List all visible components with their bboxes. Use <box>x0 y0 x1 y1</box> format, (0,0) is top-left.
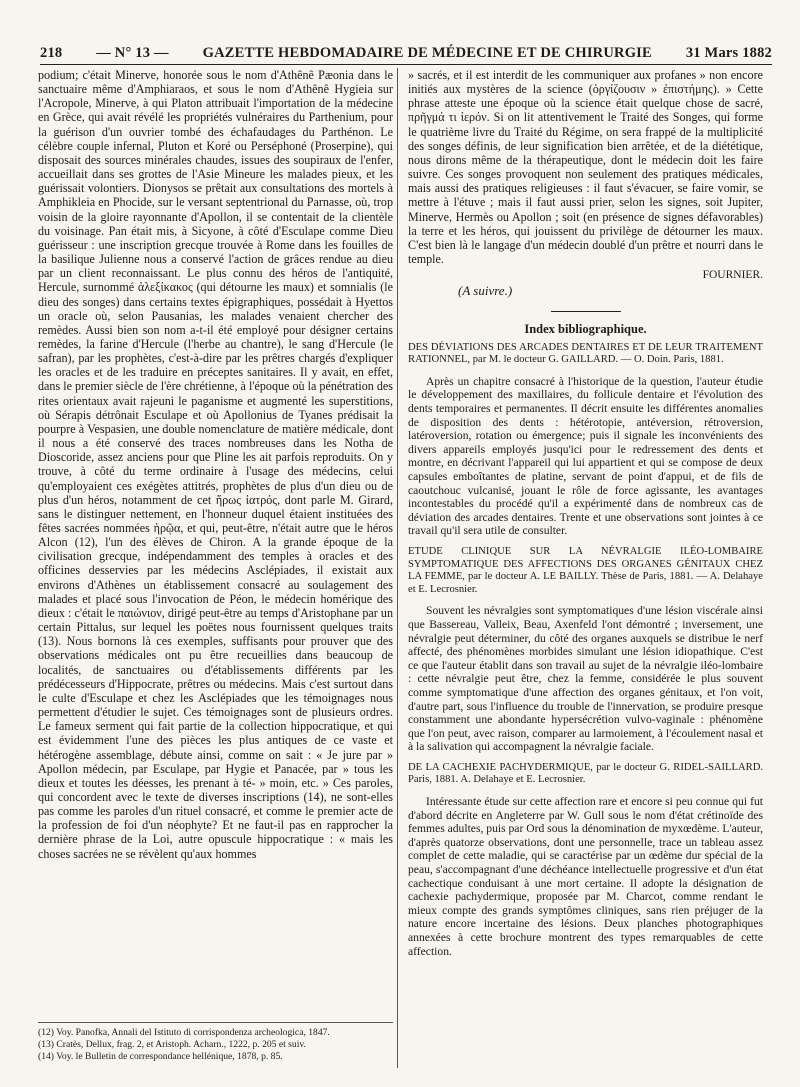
column-divider <box>397 68 398 1068</box>
journal-title: GAZETTE HEBDOMADAIRE DE MÉDECINE ET DE CHIRURGIE <box>202 45 652 61</box>
page-header <box>40 40 772 65</box>
footnotes <box>38 1022 393 1064</box>
bibliography-entry-heading: DES DÉVIATIONS DES ARCADES DENTAIRES ET DE LEUR TRAITEMENT RATIONNEL, par M. le docteur G. GAILLARD. — O. Doin. Paris, 1881. <box>408 341 763 366</box>
footnote: (13) Cratès, Dellux, frag. 2, et Aristoph. Acharn., 1222, p. 205 et suiv. <box>38 1039 306 1051</box>
left-column <box>38 68 393 1020</box>
bibliography-entry-heading: DE LA CACHEXIE PACHYDERMIQUE, par le docteur G. RIDEL-SAILLARD. Paris, 1881. A. Delahaye et E. Lecrosnier. <box>408 761 763 786</box>
footnote: (14) Voy. le Bulletin de correspondance hellénique, 1878, p. 85. <box>38 1051 283 1063</box>
issue-number: — N° 13 — <box>96 45 169 61</box>
bibliography-entry-heading: ETUDE CLINIQUE SUR LA NÉVRALGIE ILÉO-LOMBAIRE SYMPTOMATIQUE DES AFFECTIONS DES ORGANES GÉNITAUX CHEZ LA FEMME, par le docteur A. LE BAILLY. Thèse de Paris, 1881. — A. Delahaye et E. Lecrosnier. <box>408 545 763 595</box>
article-continuation: » sacrés, et il est interdit de les communiquer aux profanes » non encore initiés aux mystères de la science (ὀργίζουσιν » ἐπιστήμης). » Cette phrase atteste une époque où la science était quelque chose de sacré, πρῆγμά τι ἱερόν. Si on lit attentivement le Traité des Songes, qui forme le quatrième livre du Traité du Régime, on sera frappé de la multiplicité des songes définis, de leur signification bien arrêtée, et de la diététique, nous dirons même de la thérapeutique, dont le médecin doit les faire suivre. Ces songes provoquent non seulement des pratiques médicales, mais aussi des pratiques religieuses : il faut s'évacuer, se faire vomir, se mettre à l'étuve ; mais il faut aussi prier, selon les signes, soit Jupiter, Minerve, Hermès ou Apollon ; soit (en présence de signes défavorables) la terre et les héros, qui jouissent du privilège de détourner les maux. C'est bien là le langage d'un médecin doublé d'un prêtre et nourri dans le temple. <box>408 68 763 267</box>
footnote: (12) Voy. Panofka, Annali del Istituto di corrispondenza archeologica, 1847. <box>38 1027 330 1038</box>
section-rule <box>551 311 621 312</box>
page-number: 218 <box>40 45 63 61</box>
bibliography-entry-body: Après un chapitre consacré à l'historique de la question, l'auteur étudie le développement des maxillaires, du follicule dentaire et l'évolution des dents temporaires et permanentes. Il décrit ensuite les différentes anomalies de disposition des dents : hétérotopie, antéversion, rétroversion, latéroversion, rotation ou émergence; puis il signale les inconvénients des divers appareils employés jusqu'ici pour le redressement des dents et montre, en décrivant l'appareil qui lui appartient et qui se compose de deux capsules emboîtantes de platine, servant de point d'appui, et de fils de caoutchouc vulcanisé, jouant le rôle de force agissante, les avantages incontestables du procédé qu'il a expérimenté dans de nombreux cas de déviation des arcades dentaires. Trente et une observations sont jointes à ce travail qu'il sera utile de consulter. <box>408 374 763 538</box>
article-paragraph: podium; c'était Minerve, honorée sous le nom d'Athênê Pæonia dans le sanctuaire même d'Amphiaraos, et sous le nom d'Athênê Hygieia sur l'Acropole, Minerve, à qui Platon attribuait l'importation de la médecine en Grèce, qui avait révélé les propriétés vulnéraires du Parthenium, pour la guérison d'un ouvrier tombé des échafaudages du Parthénon. Le célèbre couple infernal, Pluton et Koré ou Perséphoné (Proserpine), qui disposait des sources minérales chaudes, issues des soupiraux de l'enfer, accueillait dans ses grottes de l'Asie Mineure les malades pieux, et les guérissait volontiers. Dionysos se prêtait aux consultations des mortels à Amphikleia en Phocide, sur le versant septentrional du Parnasse, où, trop voisin de la gloire rayonnante d'Apollon, il se contentait de la clientèle du voisinage. Pan était mis, à Sicyone, à côté d'Esculape comme Dieu guérisseur : une inscription grecque trouvée à Rome dans les fouilles de la basilique Julienne nous a conservé l'action de grâces rendue au dieu par un client reconnaissant. Le plus connu des héros de l'antiquité, Hercule, surnommé ἀλεξίκακος (qui détourne les maux) et somnialis (le dieu des songes) dans certains textes épigraphiques, possédait à Hyettos un oracle où, selon Pausanias, les malades venaient chercher des remèdes. Aussi bien son nom a-t-il été employé pour désigner certains remèdes, la farine d'Hercule (l'herbe au chantre), le sang d'Hercule (le safran), par les prophètes, c'est-à-dire par les prêtres chargés d'expliquer les oracles et de les traduire en préceptes sanitaires. Il y avait, en effet, dans le premier siècle de l'ère chrétienne, à l'époque où la pénétration des rites orientaux avait rajeuni le paganisme et augmenté les superstitions, où Sérapis détrônait Esculape et où Apollonius de Tyanes prédisait la pourpre à Vespasien, une double nomenclature de matière médicale, dont il nous a été conservé des traces nombreuses dans les Notha de Dioscoride, assez anciens pour que Pline les ait parfois reproduits. On y trouve, à côté du terme ordinaire à l'usage des médecins, celui qu'employaient ces exégètes attitrés, prophètes de plus d'un dieu ou de plus d'un héros, notamment de cet ἥρως ἰατρός, dont parle M. Girard, sans le distinguer nettement, en l'honneur duquel étaient instituées des fêtes sacrées nommées ἡρῷα, et qui, peut-être, n'était autre que le héros Alcon (12), l'un des élèves de Chiron. A la grande époque de la civilisation grecque, indépendamment des temples à oracles et des officines desservies par les médecins Asclépiades, il existait aux environs d'Athènes un établissement consacré au soulagement des malades et placé sous l'invocation de Péon, le médecin homérique des dieux : c'était le παιώνιον, dirigé peut-être au temps d'Aristophane par un certain Pittalus, sur lequel les poëtes nous fournissent quelques traits (13). Nous bornons là ces exemples, suffisants pour prouver que des observations médicales ont pu être recueillies dans beaucoup de localités, de sanctuaires ou d'établissements différents par les prédécesseurs d'Hippocrate, prêtres ou médecins. Mais c'est surtout dans le culte d'Esculape et chez les Asclépiades que les témoignages nous permettent d'étudier le sujet. Ces témoignages sont de plusieurs ordres. Le fameux serment qui fait partie de la collection hippocratique, et qui est évidemment l'une des pièces les plus antiques de ce vaste et hétérogène assemblage, débute ainsi, comme on sait : « Je jure par » Apollon médecin, par Esculape, par Hygie et Panacée, par » tous les dieux et toutes les déesses, les prenant à té- » moin, etc. » Ces paroles, qui concordent avec le texte de diverses inscriptions (14), ne sont-elles pas comme les paroles d'un rituel consacré, et comme le premier acte de la profession de foi d'un néophyte? Et ne faut-il pas en rapprocher la dernière phrase de la Loi, autre opuscule hippocratique : « mais les choses sacrées ne se révèlent qu'aux hommes <box>38 68 393 861</box>
author-signature: FOURNIER. <box>702 269 763 282</box>
issue-date: 31 Mars 1882 <box>685 45 772 61</box>
bibliography-entry-body: Intéressante étude sur cette affection rare et encore si peu connue qui fut d'abord décrite en Angleterre par W. Gull sous le nom d'état crétinoïde des femmes adultes, puis par Ord sous la dénomination de myxœdème. L'auteur, d'après quatorze observations, dont une personnelle, trace un tableau assez complet de cette maladie, qui se caractérise par un œdème dur spécial de la peau, s'accompagnant d'une déchéance intellectuelle progressive et d'un état cachectique conduisant à une mort certaine. Il adopte la désignation de cachexie pachydermique, proposée par M. Charcot, comme rendant le mieux compte des grands symptômes cliniques, sans rien préjuger de la nature encore incertaine des lésions. Deux planches photographiques annexées à cette brochure montrent des types remarquables de cette affection. <box>408 795 763 958</box>
right-column <box>408 68 763 966</box>
bibliography-entry-body: Souvent les névralgies sont symptomatiques d'une lésion viscérale ainsi que Bassereau, Valleix, Beau, Axenfeld l'ont démontré ; inversement, une névralgie peut déterminer, du côté des organes auxquels se distribue le nerf affecté, des phénomènes morbides simulant une lésion idiopathique. C'est ce que l'auteur établit dans son travail au sujet de la névralgie iléo-lombaire : cette névralgie peut être, chez la femme, considérée le plus souvent comme symptomatique d'une affection des organes génitaux, et l'on voit, d'autre part, sous l'influence du trouble de l'innervation, se produire presque constamment une abondante hypersécrétion vulvo-vaginale : phénomène que l'on peut, avec raison, comparer au larmoiement, à l'écoulement nasal et à la salivation qui accompagnent la névralgie faciale. <box>408 604 763 754</box>
to-be-continued: (A suivre.) <box>458 283 513 299</box>
section-title: Index bibliographique. <box>524 321 647 336</box>
